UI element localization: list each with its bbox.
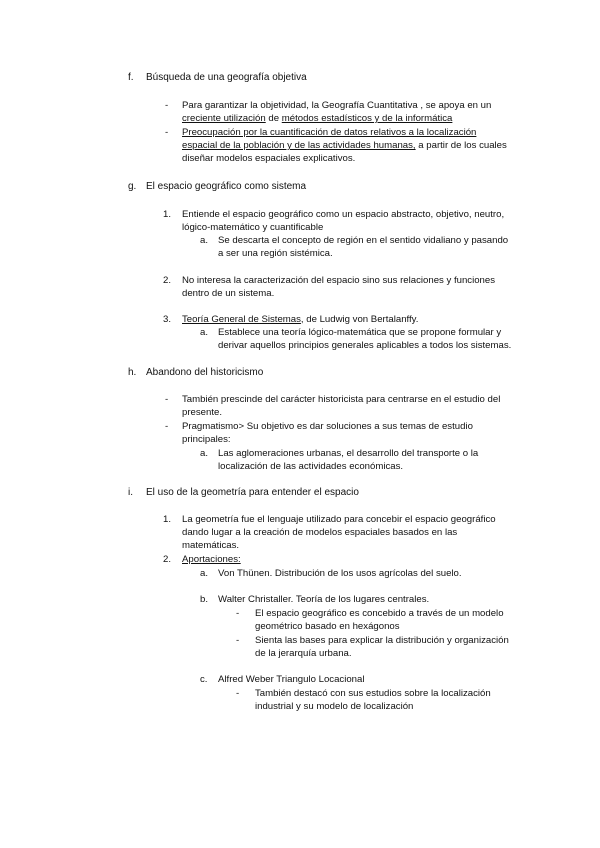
section-g-heading: El espacio geográfico como sistema [146,181,307,192]
i-sub-b-bullet2-line1: Sienta las bases para explicar la distribución y organización [255,635,509,646]
bullet-dash: - [165,394,169,405]
section-g-marker: g. [128,181,137,192]
section-h-marker: h. [128,367,137,378]
section-f-heading: Búsqueda de una geografía objetiva [146,72,307,83]
i-sub-c-bullet1-line2: industrial y su modelo de localización [255,701,414,712]
g-item2-line1: No interesa la caracterización del espacio sino sus relaciones y funciones [182,275,496,286]
f-bullet2-line3: diseñar modelos espaciales explicativos. [182,153,356,164]
h-bullet2-line1: Pragmatismo> Su objetivo es dar soluciones a sus temas de estudio [182,421,473,432]
g-item3-sub-marker: a. [200,327,209,338]
i-sub-b-marker: b. [200,594,209,605]
bullet-dash: - [165,421,169,432]
bullet-dash: - [165,100,169,111]
g-item1-sub-marker: a. [200,235,209,246]
g-item1-number: 1. [163,209,172,220]
g-item1-line2: lógico-matemático y cuantificable [182,222,324,233]
g-item2-line2: dentro de un sistema. [182,288,275,299]
i-sub-b-text: Walter Christaller. Teoría de los lugares centrales. [218,594,430,605]
h-bullet2-sub-line2: localización de las actividades económicas. [218,461,404,472]
i-sub-b-bullet1-line2: geométrico basado en hexágonos [255,621,400,632]
i-item1-line2: dando lugar a la creación de modelos espaciales basados en las [182,527,458,538]
h-bullet1-line1: También prescinde del carácter historicista para centrarse en el estudio del [182,394,501,405]
section-h-heading: Abandono del historicismo [146,367,264,378]
g-item1-sub-line2: a ser una región sistémica. [218,248,333,259]
i-sub-a-text: Von Thünen. Distribución de los usos agrícolas del suelo. [218,568,462,579]
section-i-heading: El uso de la geometría para entender el espacio [146,487,359,498]
g-item3-sub-line1: Establece una teoría lógico-matemática que se propone formular y [218,327,502,338]
f-bullet1-line2: creciente utilización de métodos estadísticos y de la informática [182,113,453,124]
h-bullet2-sub-line1: Las aglomeraciones urbanas, el desarrollo del transporte o la [218,448,479,459]
i-item1-number: 1. [163,514,172,525]
bullet-dash: - [236,688,240,699]
f-bullet1-line1: Para garantizar la objetividad, la Geografía Cuantitativa , se apoya en un [182,100,492,111]
section-i-marker: i. [128,487,133,498]
i-sub-c-text: Alfred Weber Triangulo Locacional [218,674,365,685]
i-item1-line1: La geometría fue el lenguaje utilizado para concebir el espacio geográfico [182,514,496,525]
h-bullet1-line2: presente. [182,407,223,418]
g-item1-line1: Entiende el espacio geográfico como un espacio abstracto, objetivo, neutro, [182,209,505,220]
g-item3-number: 3. [163,314,172,325]
f-bullet2-line1: Preocupación por la cuantificación de datos relativos a la localización [182,127,477,138]
i-sub-c-marker: c. [200,674,208,685]
bullet-dash: - [165,127,169,138]
i-item2-number: 2. [163,554,172,565]
i-sub-a-marker: a. [200,568,209,579]
bullet-dash: - [236,608,240,619]
i-sub-b-bullet1-line1: El espacio geográfico es concebido a través de un modelo [255,608,504,619]
f-bullet2-line2: espacial de la población y de las actividades humanas, a partir de los cuales [182,140,507,151]
g-item3-line1: Teoría General de Sistemas, de Ludwig von Bertalanffy. [182,314,419,325]
h-bullet2-line2: principales: [182,434,231,445]
section-f-marker: f. [128,72,134,83]
i-item2-label: Aportaciones: [182,554,241,565]
g-item2-number: 2. [163,275,172,286]
i-sub-b-bullet2-line2: de la jerarquía urbana. [255,648,352,659]
h-bullet2-sub-marker: a. [200,448,209,459]
i-item1-line3: matemáticas. [182,540,240,551]
i-sub-c-bullet1-line1: También destacó con sus estudios sobre la localización [255,688,491,699]
g-item1-sub-line1: Se descarta el concepto de región en el sentido vidaliano y pasando [218,235,509,246]
bullet-dash: - [236,635,240,646]
g-item3-sub-line2: derivar aquellos principios generales aplicables a todos los sistemas. [218,340,512,351]
